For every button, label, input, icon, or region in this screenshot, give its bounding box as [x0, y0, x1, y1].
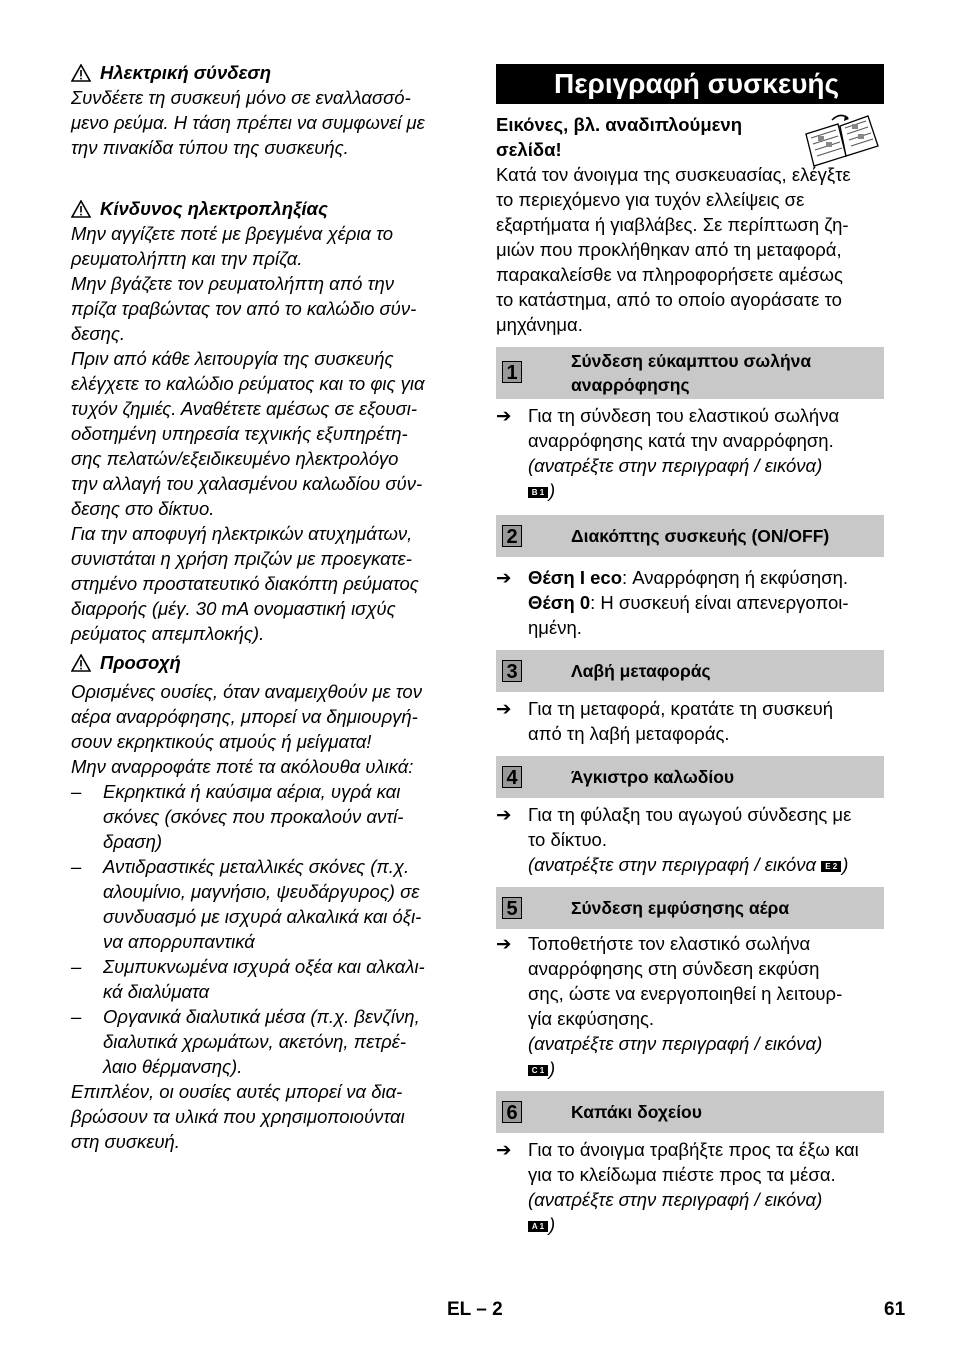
component-main-switch: 2 Διακόπτης συσκευής (ON/OFF) ➔ Θέση I eco: Αναρρόφηση ή εκφύσηση. Θέση 0: Η συσκευή είναι απενεργοποι- ημένη. — [496, 515, 884, 640]
left-column — [71, 60, 461, 1154]
component-blowing-connection: 5 Σύνδεση εμφύσησης αέρα ➔ Τοποθετήστε τον ελαστικό σωλήνα αναρρόφησης στη σύνδεση εκφύση σης, ώστε να ενεργοποιηθεί η λειτουρ- γία εκφύσησης. (ανατρέξτε στην περιγραφή / εικόνα) C 1 ) — [496, 887, 884, 1081]
footer-language-page: EL – 2 — [447, 1299, 503, 1320]
item-number-badge: 1 — [502, 361, 522, 383]
arrow-right-icon: ➔ — [496, 1139, 512, 1160]
unpacking-intro: Κατά τον άνοιγμα της συσκευασίας, ελέγξτε το περιεχόμενο για τυχόν ελλείψεις σε εξαρτήματα ή γιαβλάβες. Σε περίπτωση ζη- μιών που προκλήθηκαν από τη μεταφορά, παρακαλείσθε να πληροφορήσετε αμέσως το κατάστημα, από το οποίο αγοράσατε το μηχάνημα. — [496, 164, 851, 335]
component-title: Σύνδεση εμφύσησης αέρα — [571, 898, 790, 918]
arrow-right-icon: ➔ — [496, 405, 512, 426]
figure-badge: C 1 — [528, 1065, 548, 1076]
warning-electrical-connection-text: Συνδέετε τη συσκευή μόνο σε εναλλασσό- μενο ρεύμα. Η τάση πρέπει να συμφωνεί με την πινακίδα τύπου της συσκευής. — [71, 87, 425, 158]
figure-badge: A 1 — [528, 1221, 548, 1232]
caution-heading: Προσοχή — [71, 650, 461, 675]
component-title: Σύνδεση εύκαμπτου σωλήνα αναρρόφησης — [571, 351, 812, 395]
figure-badge: E 2 — [821, 861, 841, 872]
caution-text: Ορισμένες ουσίες, όταν αναμειχθούν με τον αέρα αναρρόφησης, μπορεί να δημιουργή- σουν εκρηκτικούς ατμούς ή μείγματα! Μην αναρροφάτε ποτέ τα ακόλουθα υλικά: – Εκρηκτικά ή καύσιμα αέρια, υγρά και σκόνες (σκόνες που προκαλούν αντί- δραση) – Αντιδραστικές μεταλλικές σκόνες (π.χ. αλουμίνιο, μαγνήσιο, ψευδάργυρος) σε συνδυασμό με ισχυρά αλκαλικά και όξι- να απορρυπαντικά – Συμπυκνωμένα ισχυρά οξέα και αλκαλι- κά διαλύματα – Οργανικά διαλυτικά μέσα (π.χ. βενζίνη, διαλυτικά χρωμάτων, ακετόνη, πετρέ- λαιο θέρμανσης). Επιπλέον, οι ουσίες αυτές μπορεί να δια- βρώσουν τα υλικά που χρησιμοποιούνται στη συσκευή. — [71, 679, 461, 1154]
figure-reference: (ανατρέξτε στην περιγραφή / εικόνα) — [528, 1189, 823, 1210]
component-title: Λαβή μεταφοράς — [571, 661, 711, 681]
component-title: Διακόπτης συσκευής (ON/OFF) — [571, 526, 830, 546]
warning-electric-shock-text: Μην αγγίζετε ποτέ με βρεγμένα χέρια το ρευματολήπτη και την πρίζα. Μην βγάζετε τον ρευματολήπτη από την πρίζα τραβώντας τον από το καλώδιο σύν- δεσης. Πριν από κάθε λειτουργία της συσκευής ελέγχετε το καλώδιο ρεύματος και το φις για τυχόν ζημιές. Αναθέτετε αμέσως σε εξουσι- οδοτημένη υπηρεσία τεχνικής εξυπηρέτη- σης πελατών/εξειδικευμένο ηλεκτρολόγο την αλλαγή του χαλασμένου καλωδίου σύν- δεσης στο δίκτυο. Για την αποφυγή ηλεκτρικών ατυχημάτων, συνιστάται η χρήση πριζών με προεγκατε- στημένο προστατευτικό διακόπτη ρεύματος διαρροής (μέγ. 30 mA ονομαστική ισχύς ρεύματος απεμπλοκής). — [71, 223, 425, 644]
arrow-right-icon: ➔ — [496, 804, 512, 825]
item-number-badge: 5 — [502, 897, 522, 919]
list-item: – Αντιδραστικές μεταλλικές σκόνες (π.χ. αλουμίνιο, μαγνήσιο, ψευδάργυρος) σε συνδυασμό με ισχυρά αλκαλικά και όξι- να απορρυπαντικά — [71, 854, 461, 954]
item-number-badge: 6 — [502, 1101, 522, 1123]
list-item: – Εκρηκτικά ή καύσιμα αέρια, υγρά και σκόνες (σκόνες που προκαλούν αντί- δραση) — [71, 779, 461, 854]
component-carrying-handle: 3 Λαβή μεταφοράς ➔ Για τη μεταφορά, κρατάτε τη συσκευή από τη λαβή μεταφοράς. — [496, 650, 884, 746]
page-number: 61 — [884, 1299, 906, 1320]
warning-triangle-icon — [71, 654, 91, 672]
warning-electric-shock-heading: Κίνδυνος ηλεκτροπληξίας — [71, 196, 461, 221]
figure-reference: (ανατρέξτε στην περιγραφή / εικόνα E 2 ) — [528, 854, 849, 875]
warning-triangle-icon — [71, 200, 91, 218]
pictures-note — [496, 112, 884, 337]
item-number-badge: 4 — [502, 766, 522, 788]
section-title: Περιγραφή συσκευής — [496, 64, 884, 104]
item-number-badge: 3 — [502, 660, 522, 682]
component-cable-hook: 4 Άγκιστρο καλωδίου ➔ Για τη φύλαξη του αγωγού σύνδεσης με το δίκτυο. (ανατρέξτε στην περιγραφή / εικόνα E 2 ) — [496, 756, 884, 877]
list-item: – Συμπυκνωμένα ισχυρά οξέα και αλκαλι- κά διαλύματα — [71, 954, 461, 1004]
open-book-icon — [802, 112, 884, 170]
warning-triangle-icon — [71, 64, 91, 82]
component-title: Άγκιστρο καλωδίου — [571, 767, 735, 787]
component-container-lid: 6 Καπάκι δοχείου ➔ Για το άνοιγμα τραβήξτε προς τα έξω και για το κλείδωμα πιέστε προς τα μέσα. (ανατρέξτε στην περιγραφή / εικόνα) A 1 ) — [496, 1091, 884, 1237]
figure-reference: (ανατρέξτε στην περιγραφή / εικόνα) — [528, 1033, 823, 1054]
pictures-note-heading: Εικόνες, βλ. αναδιπλούμενη σελίδα! — [496, 114, 743, 160]
figure-badge: B 1 — [528, 487, 548, 498]
arrow-right-icon: ➔ — [496, 567, 512, 588]
item-number-badge: 2 — [502, 525, 522, 547]
forbidden-materials-list — [71, 779, 461, 1079]
component-suction-hose-connection: 1 Σύνδεση εύκαμπτου σωλήνα αναρρόφησης ➔ Για τη σύνδεση του ελαστικού σωλήνα αναρρόφησης κατά την αναρρόφηση. (ανατρέξτε στην περιγραφή / εικόνα) B 1 ) — [496, 347, 884, 503]
figure-reference: (ανατρέξτε στην περιγραφή / εικόνα) — [528, 455, 823, 476]
warning-electrical-connection-heading: Ηλεκτρική σύνδεση — [71, 60, 461, 85]
arrow-right-icon: ➔ — [496, 933, 512, 954]
component-title: Καπάκι δοχείου — [571, 1102, 702, 1122]
right-column — [496, 64, 884, 1237]
arrow-right-icon: ➔ — [496, 698, 512, 719]
list-item: – Οργανικά διαλυτικά μέσα (π.χ. βενζίνη, διαλυτικά χρωμάτων, ακετόνη, πετρέ- λαιο θέρμανσης). — [71, 1004, 461, 1079]
